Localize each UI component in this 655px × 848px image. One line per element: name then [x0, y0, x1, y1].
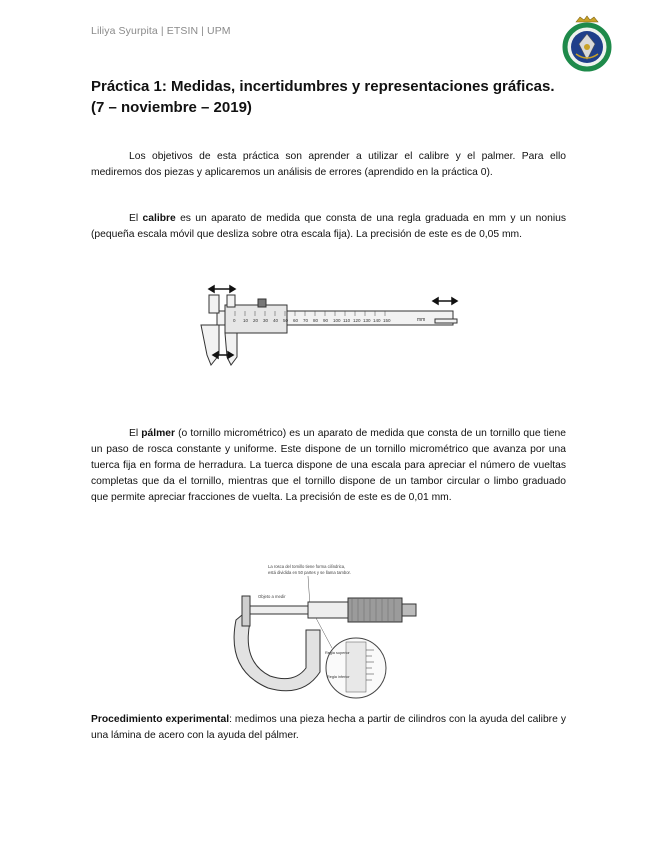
label-regla-superior: Regla superior	[325, 651, 350, 655]
calibre-term: calibre	[142, 213, 176, 224]
calibre-figure	[195, 275, 460, 385]
calibre-scale-tick-label: 130	[363, 318, 371, 323]
calibre-scale-tick-label: 10	[243, 318, 249, 323]
calibre-scale-unit: mm	[417, 317, 426, 323]
page-title: Práctica 1: Medidas, incertidumbres y representaciones gráficas. (7 – noviembre – 2019)	[91, 78, 555, 116]
calibre-scale-tick-label: 20	[253, 318, 259, 323]
calibre-scale-tick-label: 0	[233, 318, 236, 323]
calibre-scale-tick-label: 150	[383, 318, 391, 323]
intro-paragraph: Los objetivos de esta práctica son aprender a utilizar el calibre y el palmer. Para ello mediremos dos piezas y aplicaremos un análisis de errores (aprendido en la práctica 0).	[91, 151, 566, 178]
palmer-caption-top: La rosca del tornillo tiene forma cilíndrica,	[268, 564, 346, 569]
calibre-scale-tick-label: 110	[343, 318, 351, 323]
procedure-term: Procedimiento experimental	[91, 714, 230, 725]
palmer-term: pálmer	[141, 428, 176, 439]
calibre-scale-tick-label: 90	[323, 318, 329, 323]
palmer-caption-top2: está dividida en 50 partes y se llama tambor.	[268, 570, 351, 575]
label-regla-inferior: Regla inferior	[327, 675, 350, 679]
calibre-scale-tick-label: 140	[373, 318, 381, 323]
university-crest-icon	[562, 14, 612, 76]
procedure-paragraph: Procedimiento experimental: medimos una pieza hecha a partir de cilindros con la ayuda del calibre y una lámina de acero con la ayuda del pálmer.	[91, 714, 566, 741]
calibre-scale-tick-label: 50	[283, 318, 289, 323]
calibre-scale-tick-label: 30	[263, 318, 269, 323]
calibre-scale-tick-label: 40	[273, 318, 279, 323]
header-author-line: Liliya Syurpita | ETSIN | UPM	[91, 25, 231, 37]
calibre-scale-tick-label: 70	[303, 318, 309, 323]
calibre-scale-tick-label: 80	[313, 318, 319, 323]
calibre-scale-tick-label: 120	[353, 318, 361, 323]
palmer-figure	[228, 560, 428, 700]
calibre-paragraph: El calibre es un aparato de medida que consta de una regla graduada en mm y un nonius (pequeña escala móvil que desliza sobre otra escala fija). La precisión de este es de 0,05 mm.	[91, 213, 566, 240]
calibre-scale-tick-label: 60	[293, 318, 299, 323]
calibre-scale-tick-label: 100	[333, 318, 341, 323]
palmer-paragraph: El pálmer (o tornillo micrométrico) es un aparato de medida que consta de un tornillo que tiene un paso de rosca constante y uniforme. Este dispone de un tornillo micrométrico que avanza por una tuerca fija en forma de herradura. La tuerca dispone de una escala para apreciar el número de vueltas completas que da el tornillo, mientras que el tornillo dispone de un tambor circular o limbo graduado que permite apreciar fracciones de vuelta. La precisión de este es de 0,01 mm.	[91, 428, 566, 503]
label-object: Objeto a medir	[258, 594, 286, 599]
